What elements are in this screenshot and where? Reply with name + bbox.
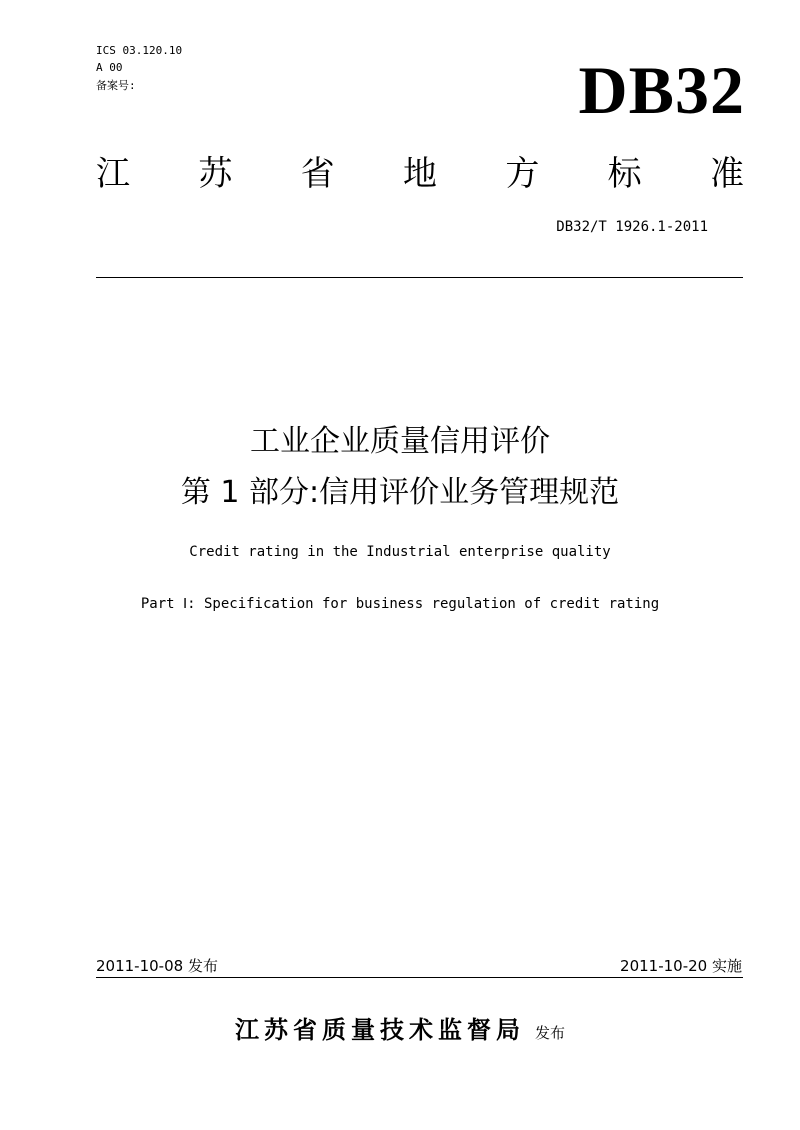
- standard-type-char: 江: [96, 153, 130, 194]
- standard-type-char: 方: [505, 153, 540, 194]
- standard-type-char: 地: [402, 153, 437, 194]
- standard-type-title: [96, 148, 744, 192]
- standard-type-char: 标: [607, 153, 642, 194]
- document-title-line2: 第 1 部分:信用评价业务管理规范: [180, 475, 620, 510]
- english-title-line1: Credit rating in the Industrial enterprise quality: [189, 544, 611, 560]
- db-code-logo: DB32: [578, 52, 745, 128]
- bottom-divider: [96, 977, 743, 978]
- issuing-authority: 江苏省质量技术监督局: [234, 1016, 525, 1044]
- english-title-line2: Part Ⅰ: Specification for business regulation of credit rating: [140, 596, 660, 612]
- standard-number: DB32/T 1926.1-2011: [556, 219, 708, 235]
- ics-code: ICS 03.120.10: [96, 44, 183, 57]
- top-divider: [96, 277, 743, 278]
- issuer-row: [0, 1010, 800, 1045]
- standard-type-char: 省: [300, 153, 335, 194]
- classification-code: A 00: [96, 61, 123, 74]
- record-number-label: 备案号:: [96, 79, 136, 92]
- issuer-suffix: 发布: [534, 1024, 565, 1042]
- standard-type-char: 苏: [198, 153, 233, 194]
- document-title-line1: 工业企业质量信用评价: [250, 424, 550, 459]
- publish-date: 2011-10-08 发布: [96, 957, 218, 975]
- standard-type-char: 准: [709, 153, 744, 194]
- implementation-date: 2011-10-20 实施: [620, 957, 742, 975]
